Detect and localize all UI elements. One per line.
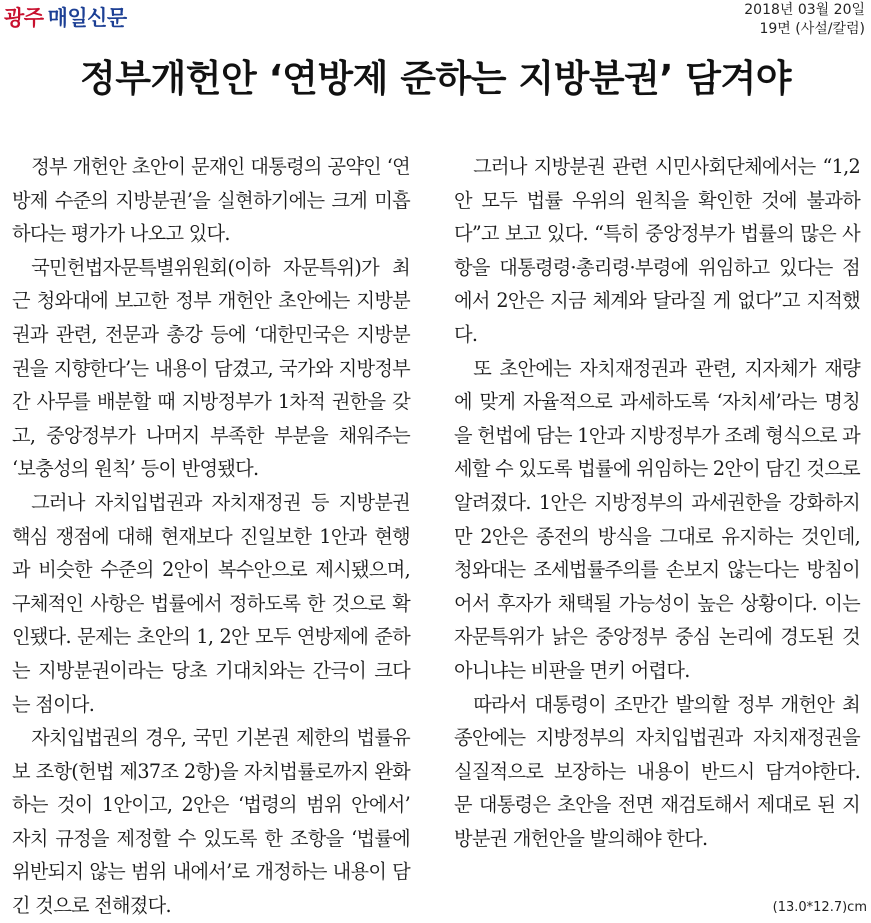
article-paragraph: 따라서 대통령이 조만간 발의할 정부 개헌안 최종안에는 지방정부의 자치입법권과 자치재정권을 실질적으로 보장하는 내용이 반드시 담겨야한다. 문 대통령은 초안을 전면 재검토해서 제대로 된 지방분권 개헌안을 발의해야 한다.: [454, 692, 860, 850]
logo-text-maeil-sinmun: 매일신문: [47, 6, 127, 30]
article-column-left: [12, 150, 410, 923]
article-size-note: (13.0*12.7)cm: [772, 900, 867, 915]
article-paragraph: 그러나 지방분권 관련 시민사회단체에서는 “1,2안 모두 법률 우위의 원칙을 확인한 것에 불과하다”고 보고 있다. “특히 중앙정부가 법률의 많은 사항을 대통령령·총리령·부령에 위임하고 있다는 점에서 2안은 지금 체계와 달라질 게 없다”고 지적했다.: [454, 155, 860, 346]
logo-text-gwangju: 광주: [4, 6, 44, 30]
article-headline: 정부개헌안 ‘연방제 준하는 지방분권’ 담겨야: [80, 57, 791, 100]
page-section: 19면 (사설/칼럼): [759, 21, 865, 37]
publication-date: 2018년 03월 20일: [744, 2, 865, 18]
newspaper-logo: [4, 2, 127, 32]
publication-meta: [744, 1, 865, 39]
article-paragraph: 정부 개헌안 초안이 문재인 대통령의 공약인 ‘연방제 수준의 지방분권’을 실현하기에는 크게 미흡하다는 평가가 나오고 있다.: [12, 155, 410, 246]
article-paragraph: 자치입법권의 경우, 국민 기본권 제한의 법률유보 조항(헌법 제37조 2항)을 자치법률로까지 완화하는 것이 1안이고, 2안은 ‘법령의 범위 안에서’ 자치 규정을 제정할 수 있도록 한 조항을 ‘법률에 위반되지 않는 범위 내에서’로 개정하는 내용이 담긴 것으로 전해졌다.: [12, 726, 410, 918]
article-column-right: [454, 150, 860, 855]
article-paragraph: 또 초안에는 자치재정권과 관련, 지자체가 재량에 맞게 자율적으로 과세하도록 ‘자치세’라는 명칭을 헌법에 담는 1안과 지방정부가 조례 형식으로 과세할 수 있도록 법률에 위임하는 2안이 담긴 것으로 알려졌다. 1안은 지방정부의 과세권한을 강화하지만 2안은 종전의 방식을 그대로 유지하는 것인데, 청와대는 조세법률주의를 손보지 않는다는 방침이어서 후자가 채택될 가능성이 높은 상황이다. 이는 자문특위가 낡은 중앙정부 중심 논리에 경도된 것 아니냐는 비판을 면키 어렵다.: [454, 356, 861, 682]
article-paragraph: 국민헌법자문특별위원회(이하 자문특위)가 최근 청와대에 보고한 정부 개헌안 초안에는 지방분권과 관련, 전문과 총강 등에 ‘대한민국은 지방분권을 지향한다’는 내용이 담겼고, 국가와 지방정부 간 사무를 배분할 때 지방정부가 1차적 권한을 갖고, 중앙정부가 나머지 부족한 부분을 채워주는 ‘보충성의 원칙’ 등이 반영됐다.: [12, 255, 410, 481]
article-paragraph: 그러나 자치입법권과 자치재정권 등 지방분권 핵심 쟁점에 대해 현재보다 진일보한 1안과 현행과 비슷한 수준의 2안이 복수안으로 제시됐으며, 구체적인 사항은 법률에서 정하도록 한 것으로 확인됐다. 문제는 초안의 1, 2안 모두 연방제에 준하는 지방분권이라는 당초 기대치와는 간극이 크다는 점이다.: [12, 490, 410, 716]
